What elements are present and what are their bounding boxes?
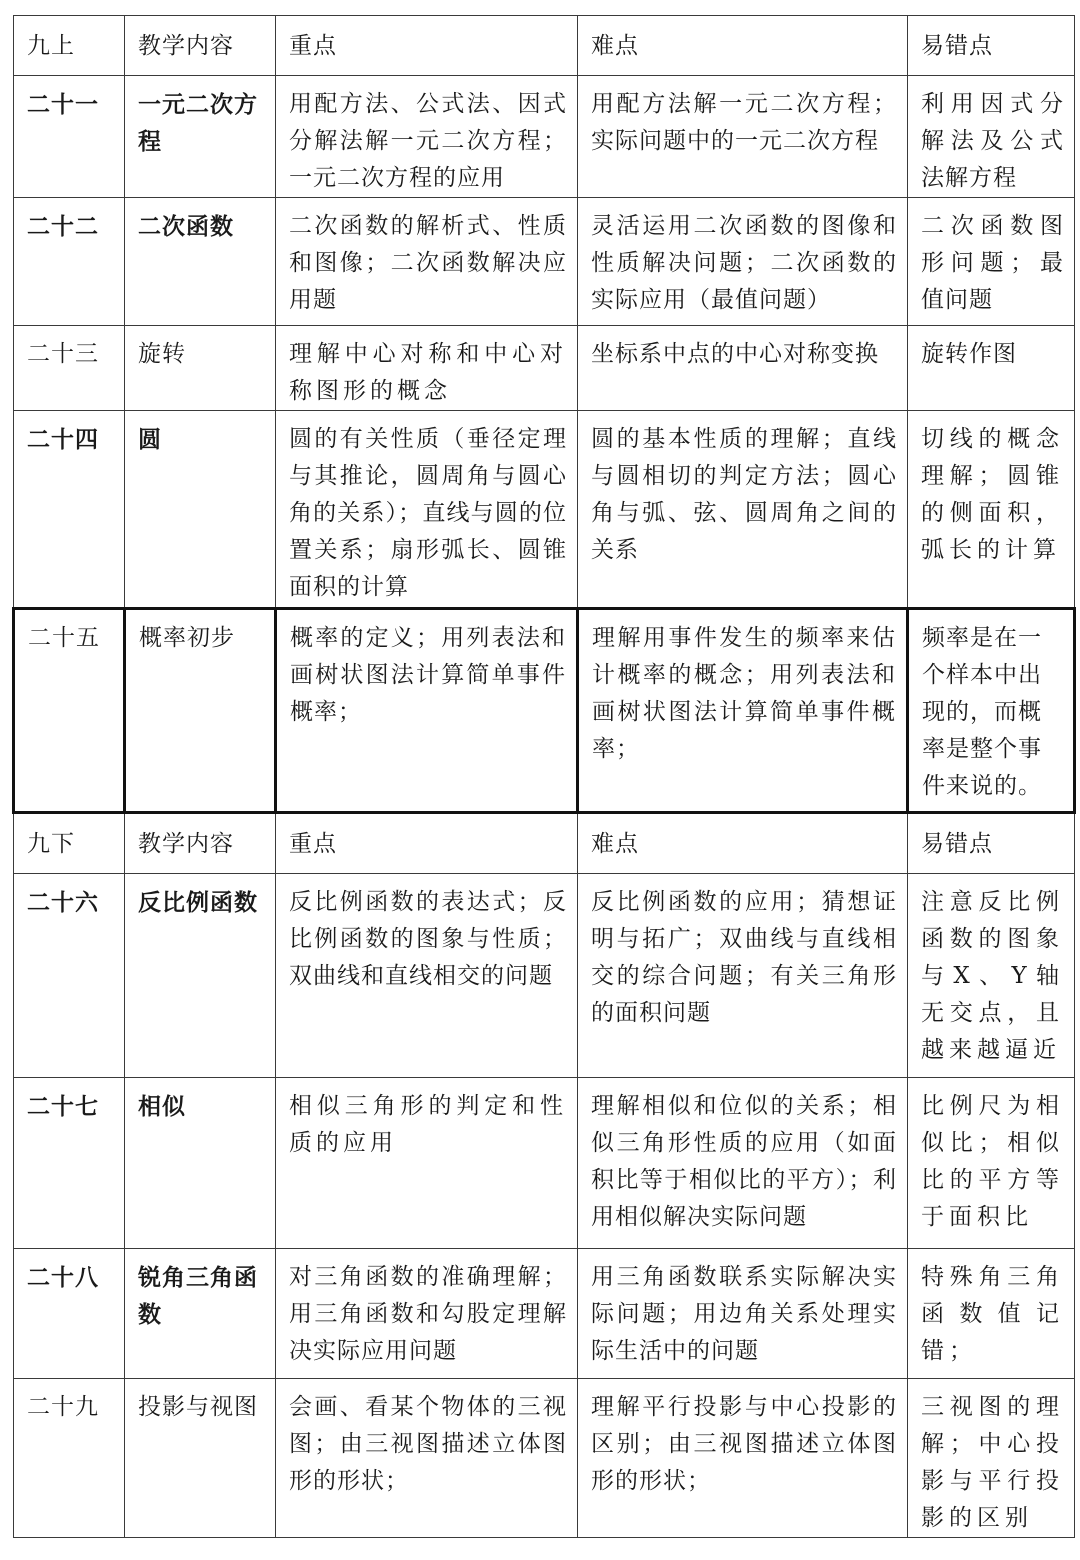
header-error-prone: 易错点 (908, 16, 1075, 76)
key-points-cell: 二次函数的解析式、性质和图像；二次函数解决应用题 (276, 198, 578, 326)
chapter-cell: 二十四 (14, 411, 125, 609)
difficulties-cell: 坐标系中点的中心对称变换 (578, 326, 908, 411)
table-row (14, 198, 1075, 326)
error-prone-cell: 利用因式分解法及公式法解方程 (908, 76, 1075, 198)
table-row (14, 326, 1075, 411)
topic-cell: 二次函数 (125, 198, 276, 326)
table-row (14, 874, 1075, 1078)
key-points-cell: 对三角函数的准确理解；用三角函数和勾股定理解决实际应用问题 (276, 1249, 578, 1379)
topic-cell: 一元二次方程 (125, 76, 276, 198)
chapter-cell: 二十九 (14, 1379, 125, 1538)
difficulties-cell: 反比例函数的应用；猜想证明与拓广；双曲线与直线相交的综合问题；有关三角形的面积问题 (578, 874, 908, 1078)
chapter-cell: 二十五 (14, 609, 125, 813)
topic-cell: 投影与视图 (125, 1379, 276, 1538)
error-prone-cell: 注意反比例函数的图象与X、Y轴无交点，且越来越逼近 (908, 874, 1075, 1078)
header-term: 九下 (14, 813, 125, 874)
header-difficulties: 难点 (578, 16, 908, 76)
header-content: 教学内容 (125, 813, 276, 874)
topic-cell: 相似 (125, 1078, 276, 1249)
difficulties-cell: 用三角函数联系实际解决实际问题；用边角关系处理实际生活中的问题 (578, 1249, 908, 1379)
topic-cell: 锐角三角函数 (125, 1249, 276, 1379)
difficulties-cell: 灵活运用二次函数的图像和性质解决问题；二次函数的实际应用（最值问题） (578, 198, 908, 326)
chapter-cell: 二十三 (14, 326, 125, 411)
error-prone-cell: 旋转作图 (908, 326, 1075, 411)
difficulties-cell: 圆的基本性质的理解；直线与圆相切的判定方法；圆心角与弧、弦、圆周角之间的关系 (578, 411, 908, 609)
key-points-cell: 概率的定义；用列表法和画树状图法计算简单事件概率； (276, 609, 578, 813)
topic-cell: 反比例函数 (125, 874, 276, 1078)
header-key-points: 重点 (276, 16, 578, 76)
difficulties-cell: 理解用事件发生的频率来估计概率的概念；用列表法和画树状图法计算简单事件概率； (578, 609, 908, 813)
topic-cell: 圆 (125, 411, 276, 609)
difficulties-cell: 理解相似和位似的关系；相似三角形性质的应用（如面积比等于相似比的平方）；利用相似解决实际问题 (578, 1078, 908, 1249)
chapter-cell: 二十一 (14, 76, 125, 198)
header-content: 教学内容 (125, 16, 276, 76)
error-prone-cell: 比例尺为相似比；相似比的平方等于面积比 (908, 1078, 1075, 1249)
key-points-cell: 用配方法、公式法、因式分解法解一元二次方程；一元二次方程的应用 (276, 76, 578, 198)
header-key-points: 重点 (276, 813, 578, 874)
header-row-term1 (14, 16, 1075, 76)
chapter-cell: 二十二 (14, 198, 125, 326)
topic-cell: 概率初步 (125, 609, 276, 813)
error-prone-cell: 频率是在一个样本中出现的，而概率是整个事件来说的。 (908, 609, 1075, 813)
table-row (14, 609, 1075, 813)
key-points-cell: 理解中心对称和中心对称图形的概念 (276, 326, 578, 411)
difficulties-cell: 用配方法解一元二次方程；实际问题中的一元二次方程 (578, 76, 908, 198)
chapter-cell: 二十七 (14, 1078, 125, 1249)
topic-cell: 旋转 (125, 326, 276, 411)
error-prone-cell: 二次函数图形问题；最值问题 (908, 198, 1075, 326)
header-term: 九上 (14, 16, 125, 76)
error-prone-cell: 三视图的理解；中心投影与平行投影的区别 (908, 1379, 1075, 1538)
table-row (14, 1379, 1075, 1538)
curriculum-table (12, 15, 1076, 1538)
header-error-prone: 易错点 (908, 813, 1075, 874)
header-difficulties: 难点 (578, 813, 908, 874)
key-points-cell: 反比例函数的表达式；反比例函数的图象与性质；双曲线和直线相交的问题 (276, 874, 578, 1078)
error-prone-cell: 切线的概念理解；圆锥的侧面积，弧长的计算 (908, 411, 1075, 609)
key-points-cell: 会画、看某个物体的三视图；由三视图描述立体图形的形状； (276, 1379, 578, 1538)
chapter-cell: 二十八 (14, 1249, 125, 1379)
table-row (14, 1078, 1075, 1249)
header-row-term2 (14, 813, 1075, 874)
chapter-cell: 二十六 (14, 874, 125, 1078)
error-prone-cell: 特殊角三角函数值记错； (908, 1249, 1075, 1379)
key-points-cell: 圆的有关性质（垂径定理与其推论，圆周角与圆心角的关系）；直线与圆的位置关系；扇形弧长、圆锥面积的计算 (276, 411, 578, 609)
table-row (14, 1249, 1075, 1379)
table-row (14, 76, 1075, 198)
key-points-cell: 相似三角形的判定和性质的应用 (276, 1078, 578, 1249)
table-row (14, 411, 1075, 609)
difficulties-cell: 理解平行投影与中心投影的区别；由三视图描述立体图形的形状； (578, 1379, 908, 1538)
